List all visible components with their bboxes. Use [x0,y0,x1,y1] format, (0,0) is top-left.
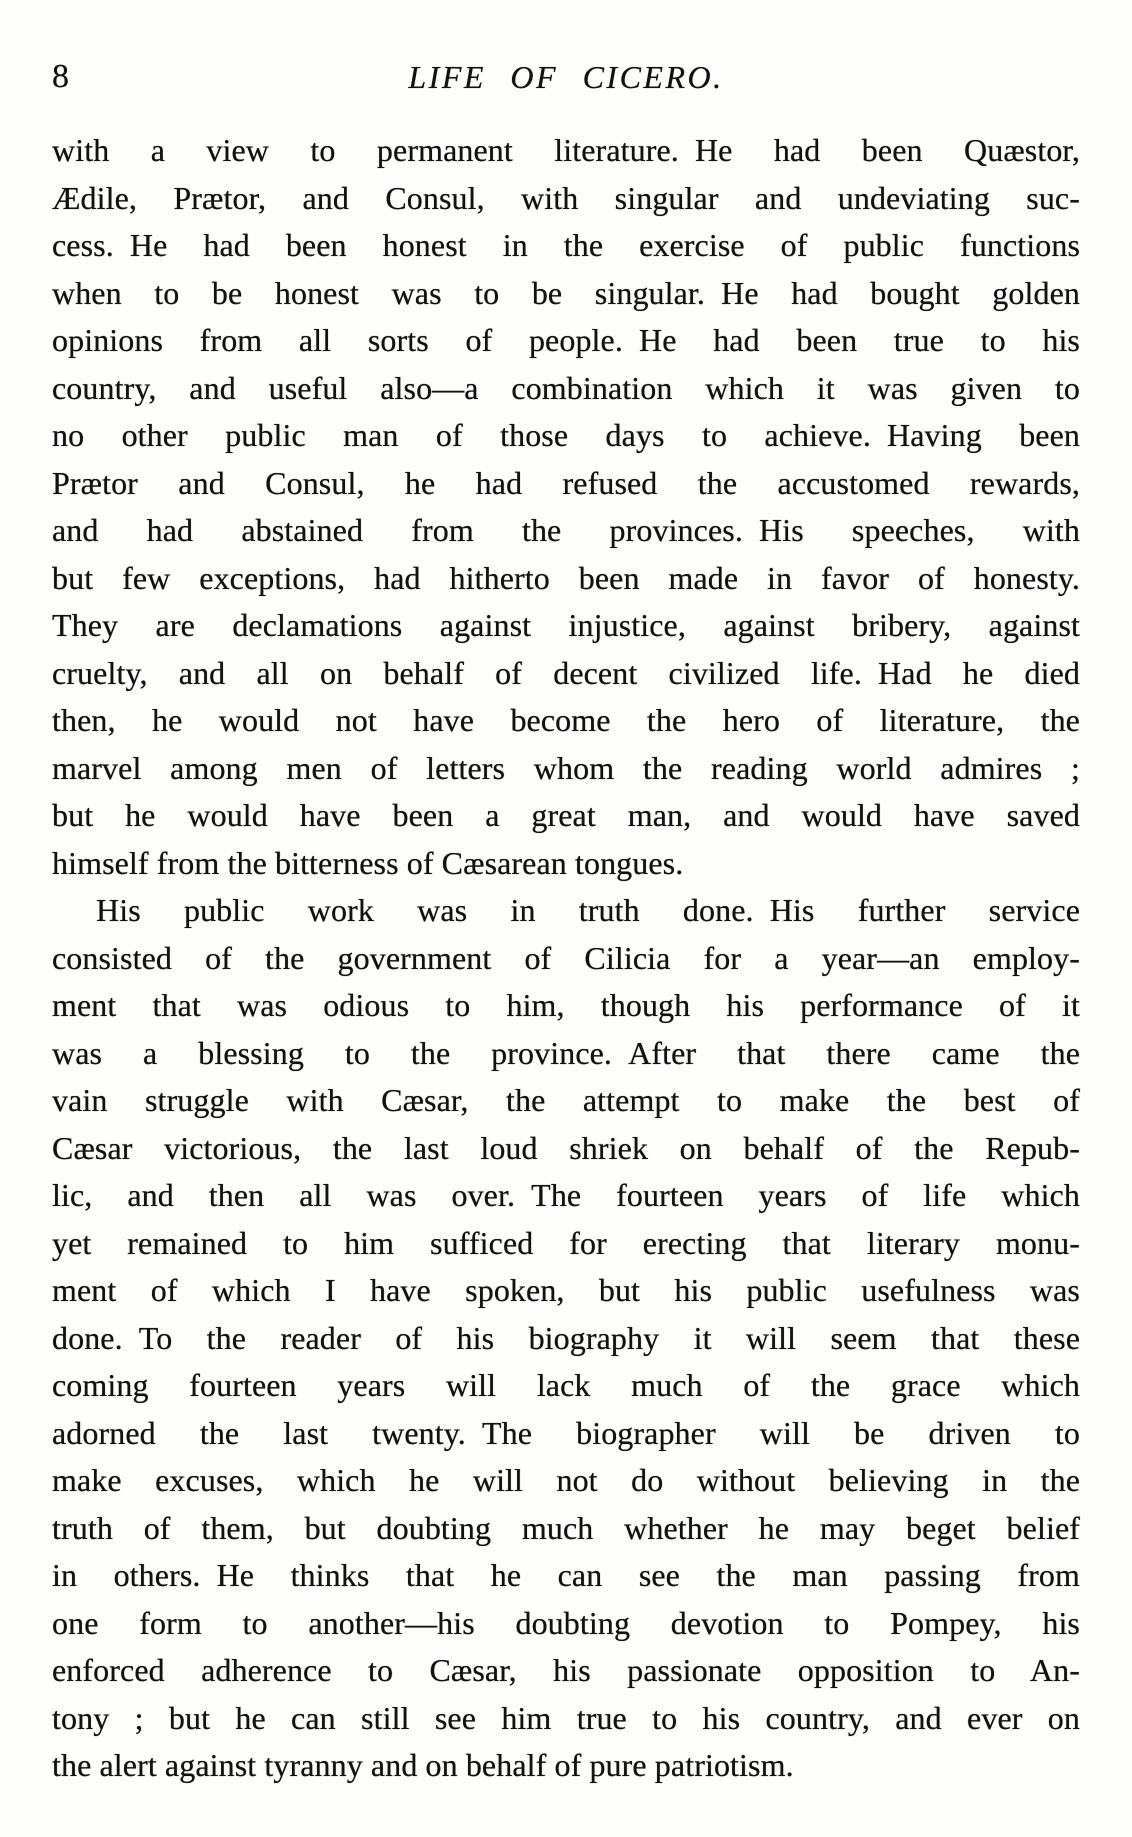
text-line: enforced adherence to Cæsar, his passionate opposition to An- [52,1652,1080,1688]
text-line: himself from the bitterness of Cæsarean tongues. [52,844,684,881]
text-line: done. To the reader of his biography it will seem that these [52,1319,1080,1356]
paragraph [52,887,1080,1790]
text-line: Prætor and Consul, he had refused the accustomed rewards, [52,464,1080,501]
page-header [52,56,1080,98]
text-line: lic, and then all was over. The fourteen years of life which [52,1177,1080,1213]
text-line: adorned the last twenty. The biographer will be driven to [52,1414,1080,1451]
text-line: yet remained to him sufficed for erecting that literary monu- [52,1224,1080,1261]
text-line: but he would have been a great man, and would have saved [52,797,1080,833]
text-line: when to be honest was to be singular. He had bought golden [52,274,1080,311]
text-line: vain struggle with Cæsar, the attempt to make the best of [52,1082,1080,1118]
text-line: the alert against tyranny and on behalf of pure patriotism. [52,1747,794,1783]
page-body [52,127,1080,1790]
text-line: country, and useful also—a combination which it was given to [52,369,1080,406]
text-line: one form to another—his doubting devotion to Pompey, his [52,1604,1080,1641]
paragraph [52,127,1080,887]
text-line: was a blessing to the province. After that there came the [52,1034,1080,1071]
text-line: make excuses, which he will not do without believing in the [52,1462,1080,1498]
text-line: Ædile, Prætor, and Consul, with singular and undeviating suc- [52,179,1080,216]
text-line: cruelty, and all on behalf of decent civilized life. Had he died [52,654,1080,691]
text-line: in others. He thinks that he can see the man passing from [52,1557,1080,1593]
text-line: marvel among men of letters whom the reading world admires ; [52,749,1080,786]
text-line: consisted of the government of Cilicia for a year—an employ- [52,939,1080,976]
text-line: His public work was in truth done. His further service [96,892,1080,928]
text-line: cess. He had been honest in the exercise of public functions [52,227,1080,263]
text-line: truth of them, but doubting much whether he may beget belief [52,1509,1080,1546]
text-line: then, he would not have become the hero of literature, the [52,702,1080,738]
page-number: 8 [52,58,70,95]
text-line: opinions from all sorts of people. He had been true to his [52,322,1080,358]
text-line: coming fourteen years will lack much of the grace which [52,1367,1080,1403]
text-line: but few exceptions, had hitherto been made in favor of honesty. [52,559,1080,596]
text-line: ment that was odious to him, though his performance of it [52,987,1080,1023]
text-line: ment of which I have spoken, but his public usefulness was [52,1272,1080,1308]
text-line: no other public man of those days to achieve. Having been [52,417,1080,453]
running-title: LIFE OF CICERO. [408,59,724,95]
text-line: They are declamations against injustice, against bribery, against [52,607,1080,643]
text-line: and had abstained from the provinces. His speeches, with [52,512,1080,548]
text-line: with a view to permanent literature. He had been Quæstor, [52,132,1080,168]
text-line: Cæsar victorious, the last loud shriek on behalf of the Repub- [52,1129,1080,1166]
text-line: tony ; but he can still see him true to his country, and ever on [52,1699,1080,1736]
